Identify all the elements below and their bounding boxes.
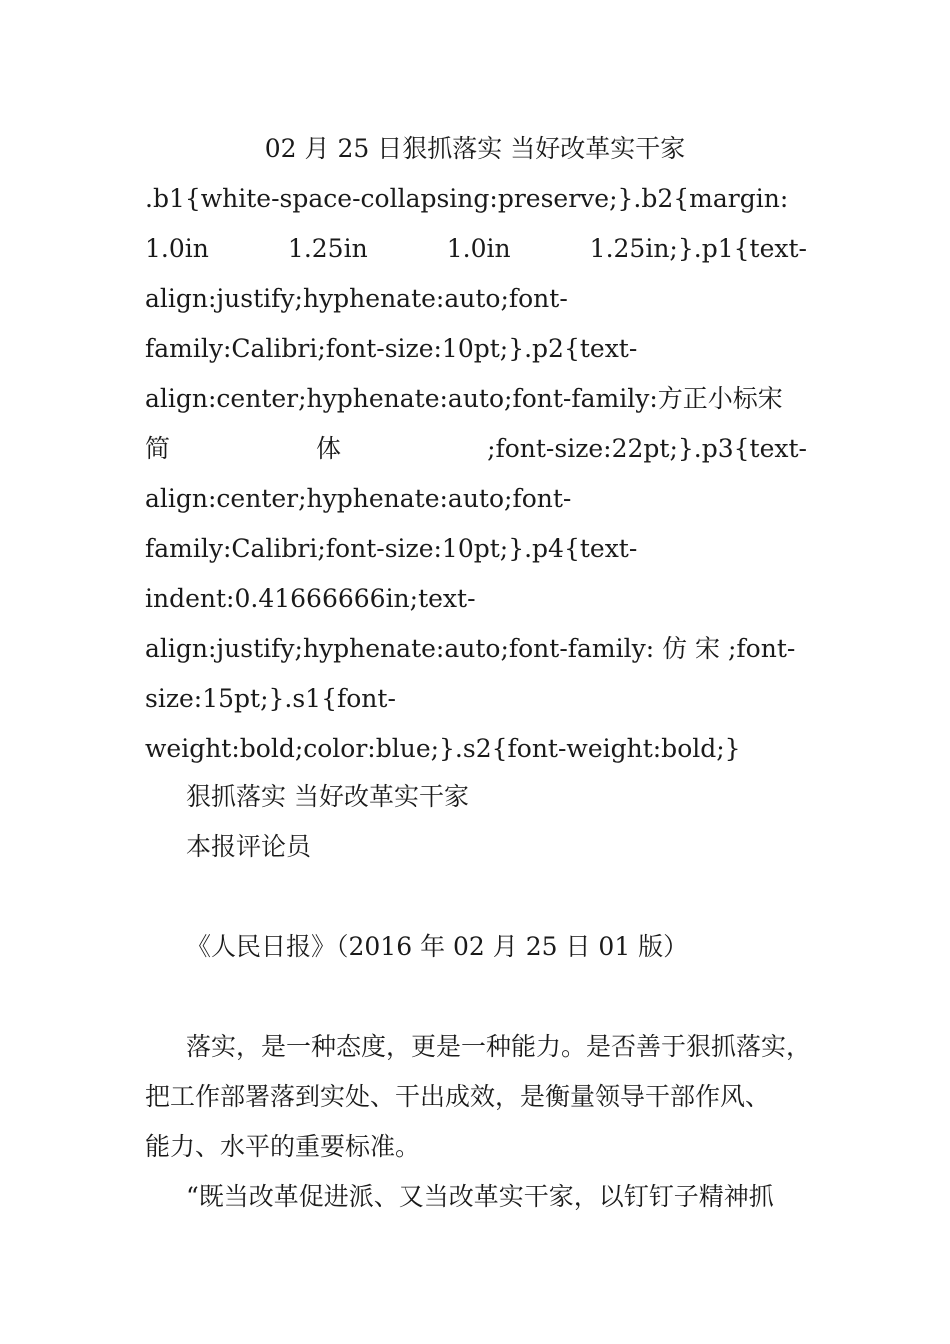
css-line-2-part-3: 1.0in [446, 234, 511, 263]
document-title: 02 月 25 日狠抓落实 当好改革实干家 [264, 134, 686, 163]
css-line-1: .b1{white-space-collapsing:preserve;}.b2{margin: [145, 184, 789, 213]
css-line-4: family:Calibri;font-size:10pt;}.p2{text- [145, 334, 638, 363]
para1-line-1: 落实，是一种态度，更是一种能力。是否善于狠抓落实， [186, 1032, 812, 1061]
css-line-9: indent:0.41666666in;text- [145, 584, 476, 613]
css-line-6-part-1: 简 [145, 434, 171, 463]
css-line-6 [145, 434, 807, 464]
para2-line-1: “既当改革促进派、又当改革实干家，以钉钉子精神抓 [186, 1182, 774, 1211]
css-line-2-part-1: 1.0in [145, 234, 209, 263]
byline: 本报评论员 [186, 832, 312, 861]
css-line-2-part-4: 1.25in;}.p1{text- [589, 234, 807, 263]
css-line-6-part-3: ;font-size:22pt;}.p3{text- [487, 434, 807, 463]
css-line-3: align:justify;hyphenate:auto;font- [145, 284, 568, 313]
css-line-11: size:15pt;}.s1{font- [145, 684, 396, 713]
source-line: 《人民日报》（2016 年 02 月 25 日 01 版） [186, 932, 689, 961]
css-line-7: align:center;hyphenate:auto;font- [145, 484, 572, 513]
css-line-5: align:center;hyphenate:auto;font-family:方正小标宋 [145, 384, 783, 413]
css-line-2-part-2: 1.25in [287, 234, 368, 263]
para1-line-3: 能力、水平的重要标准。 [145, 1132, 421, 1161]
css-line-2 [145, 234, 807, 264]
css-line-6-part-2: 体 [316, 434, 342, 463]
css-line-10: align:justify;hyphenate:auto;font-family: 仿 宋 ;font- [145, 634, 796, 663]
article-title: 狠抓落实 当好改革实干家 [186, 782, 469, 811]
para1-line-2: 把工作部署落到实处、干出成效，是衡量领导干部作风、 [145, 1082, 771, 1111]
css-line-12: weight:bold;color:blue;}.s2{font-weight:bold;} [145, 734, 741, 763]
css-line-8: family:Calibri;font-size:10pt;}.p4{text- [145, 534, 638, 563]
